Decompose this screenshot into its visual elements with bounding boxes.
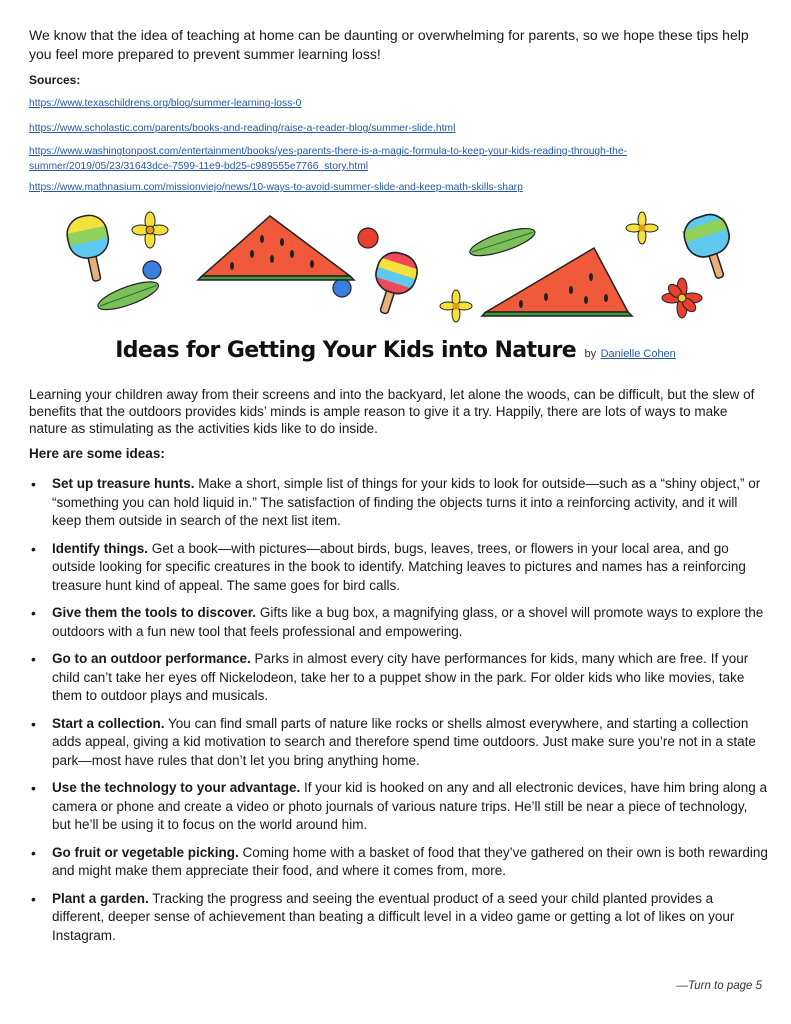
idea-text: Gifts like a bug box, a magnifying glass, or a shovel will promote ways to explore the outdoors with a fun new tool that feels professional and empowering. [52, 605, 764, 639]
list-item [29, 715, 769, 771]
idea-text: You can find small parts of nature like rocks or shells almost everywhere, and starting a collection adds appeal, giving a kid motivation to search and therefore spend time outdoors. Just make sure you’re not in a state park—most have rules that don’t let you bring anything home. [52, 715, 756, 768]
idea-text: Tracking the progress and seeing the eventual product of a seed your child planted provides a different, deeper sense of achievement than beating a difficult level in a video game or getting a lot of likes on your Instagram. [52, 890, 735, 943]
flower-icon [626, 212, 658, 244]
bullet-icon: • [31, 715, 36, 732]
summer-banner-illustration [20, 208, 770, 326]
idea-title: Set up treasure hunts. [52, 476, 195, 491]
idea-title: Give them the tools to discover. [52, 605, 257, 620]
byline: by [584, 348, 597, 360]
red-flower-icon [662, 278, 702, 318]
idea-title: Start a collection. [52, 715, 165, 731]
leaf-icon [95, 276, 161, 315]
list-item [29, 604, 769, 641]
list-item [29, 650, 769, 706]
popsicle-icon [365, 248, 422, 319]
list-item [29, 540, 769, 596]
idea-text: Coming home with a basket of food that they’ve gathered on their own is both rewarding and might make them appreciate their food, and where it comes from, more. [52, 844, 768, 878]
bullet-icon: • [31, 890, 36, 907]
source-link[interactable]: https://www.washingtonpost.com/entertainment/books/yes-parents-there-is-a-magic-formula-to-keep-your-kids-reading-through-the-summer/2019/05/23/31643dce-7599-11e9-bd25-c989555e7766_story.html [29, 146, 628, 172]
leaf-icon [467, 223, 537, 261]
flower-icon [132, 212, 168, 248]
watermelon-icon [482, 248, 632, 316]
idea-text: Make a short, simple list of things for your kids to look for outside—such as a “shiny object,” or “something you can hold liquid in.” The satisfaction of finding the objects turns it into a reinforcing activity, and it will keep them outside in search of the next list item. [52, 476, 761, 528]
idea-title: Use the technology to your advantage. [52, 780, 301, 795]
list-item [29, 844, 769, 881]
intro-paragraph: We know that the idea of teaching at home can be daunting or overwhelming for parents, so we hope these tips help you feel more prepared to prevent summer learning loss! [29, 27, 749, 62]
ideas-heading: Here are some ideas: [29, 446, 165, 461]
watermelon-icon [198, 216, 354, 280]
bullet-icon: • [31, 605, 36, 621]
turn-to-page-note: —Turn to page 5 [676, 980, 762, 992]
article-header [0, 338, 791, 363]
flower-icon [440, 290, 472, 322]
ideas-list [29, 475, 769, 954]
bullet-icon: • [31, 844, 36, 861]
source-link[interactable]: https://www.mathnasium.com/missionviejo/news/10-ways-to-avoid-summer-slide-and-keep-math-skills-sharp [29, 182, 523, 193]
popsicle-icon [680, 210, 742, 284]
list-item [29, 475, 769, 531]
idea-title: Identify things. [52, 540, 148, 556]
sources-label: Sources: [29, 73, 81, 87]
author-link[interactable]: Danielle Cohen [600, 348, 676, 360]
list-item [29, 779, 769, 835]
idea-title: Go to an outdoor performance. [52, 651, 251, 666]
source-link[interactable]: https://www.texaschildrens.org/blog/summer-learning-loss-0 [29, 98, 302, 109]
bullet-icon: • [31, 780, 36, 796]
idea-title: Plant a garden. [52, 890, 149, 906]
idea-text: Get a book—with pictures—about birds, bugs, leaves, trees, or flowers in your local area, and go outside looking for specific creatures in the book to identify. Matching leaves to pictures and names has a reinforcing treasure hunt kind of appeal. The same goes for bird calls. [52, 540, 746, 593]
idea-title: Go fruit or vegetable picking. [52, 844, 239, 860]
list-item [29, 890, 769, 946]
idea-text: If your kid is hooked on any and all electronic devices, have him bring along a camera or phone and create a video or photo journals of various nature trips. He’ll still be near a piece of technology, but he’ll be using it to focus on the world around him. [52, 780, 768, 832]
source-link[interactable]: https://www.scholastic.com/parents/books-and-reading/raise-a-reader-blog/summer-slide.html [29, 123, 456, 134]
bullet-icon: • [31, 651, 36, 667]
idea-text: Parks in almost every city have performances for kids, many which are free. If your child can’t take her eyes off Nickelodeon, take her to a puppet show in the park. For older kids who like movies, take them to outdoor plays and musicals. [52, 651, 749, 703]
article-title: Ideas for Getting Your Kids into Nature [115, 338, 577, 363]
lead-paragraph: Learning your children away from their screens and into the backyard, let alone the woods, can be difficult, but the slew of benefits that the outdoors provides kids’ minds is ample reason to give it a try. Happily, there are lots of ways to make nature as stimulating as the activities kids like to do inside. [29, 387, 755, 436]
bullet-icon: • [31, 476, 36, 492]
bullet-icon: • [31, 540, 36, 557]
popsicle-icon [64, 212, 117, 285]
